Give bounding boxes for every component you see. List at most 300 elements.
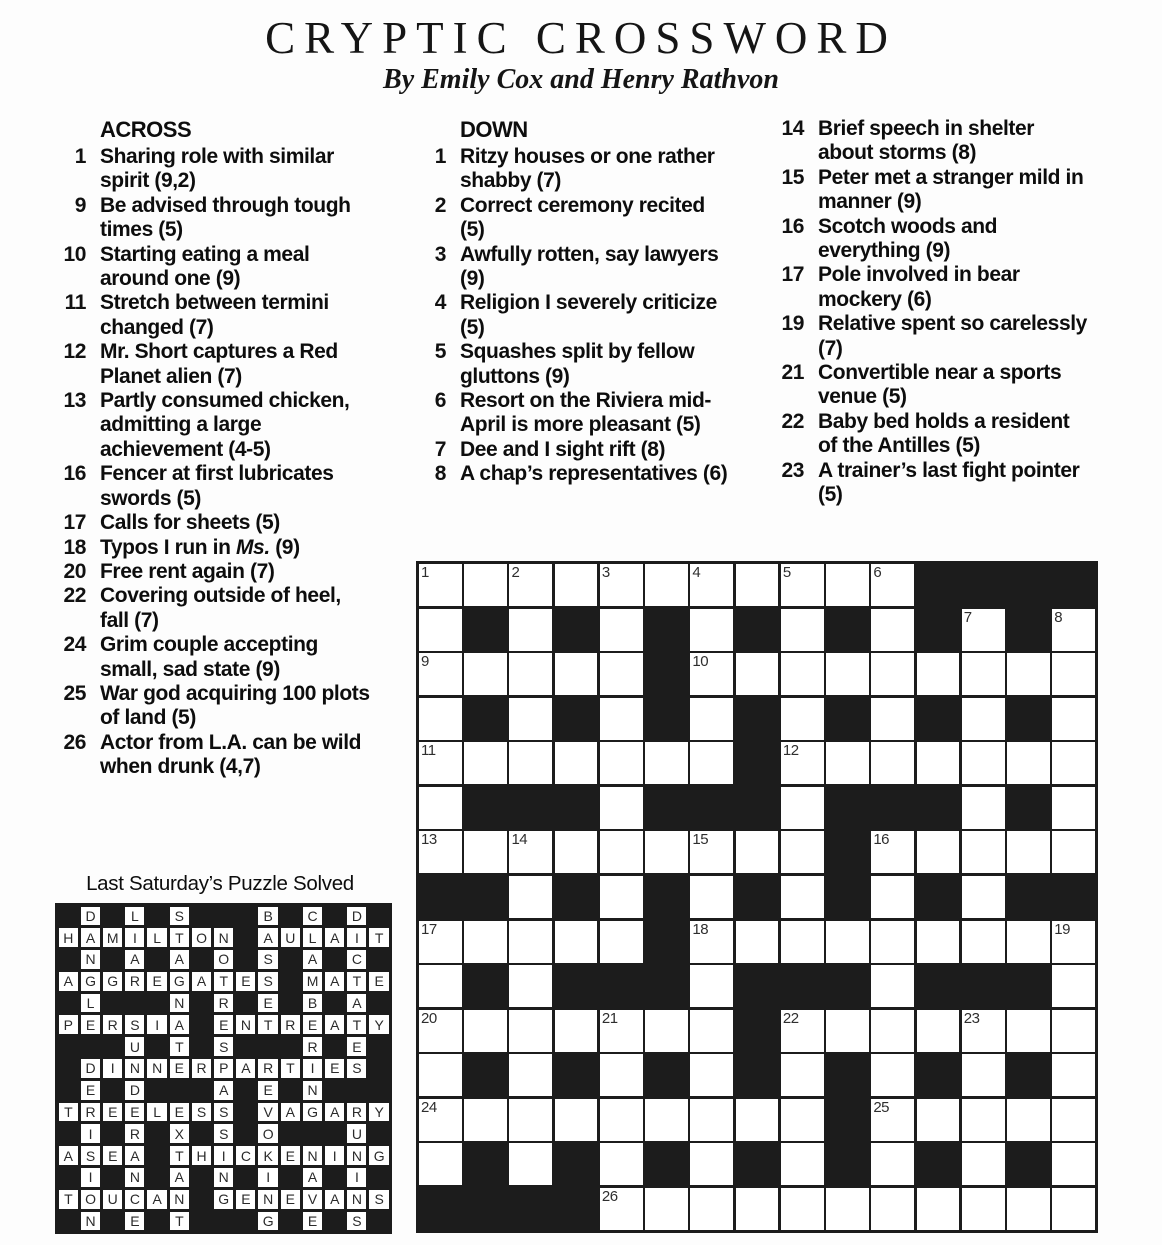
grid-cell-r2c13[interactable]	[962, 609, 1005, 651]
solved-cell-letter: N	[147, 1059, 166, 1078]
grid-cell-r5c13[interactable]	[962, 742, 1005, 784]
grid-cell-r2c1[interactable]	[419, 609, 462, 651]
grid-cell-r9c1[interactable]	[419, 921, 462, 963]
solved-cell-black	[214, 1212, 233, 1231]
grid-cell-r9c14[interactable]	[1007, 921, 1050, 963]
grid-cell-r10c3[interactable]	[509, 965, 552, 1007]
grid-cell-r14c3[interactable]	[509, 1143, 552, 1185]
grid-cell-r1c7[interactable]	[690, 564, 733, 606]
grid-cell-r15c12[interactable]	[917, 1188, 960, 1230]
solved-cell-black	[303, 1124, 322, 1143]
grid-cell-r1c1[interactable]	[419, 564, 462, 606]
solved-cell-letter: R	[347, 1103, 366, 1122]
grid-cell-r14c1[interactable]	[419, 1143, 462, 1185]
grid-cell-r15c9[interactable]	[781, 1188, 824, 1230]
grid-cell-r5c9[interactable]	[781, 742, 824, 784]
solved-cell-black	[192, 950, 211, 969]
clue-text: A chap’s representatives (6)	[460, 462, 728, 486]
solved-cell-letter: A	[236, 1059, 255, 1078]
solved-cell-letter: A	[147, 1190, 166, 1209]
grid-cell-r9c11[interactable]	[871, 921, 914, 963]
solved-cell-black	[281, 1124, 300, 1143]
grid-cell-r5c2[interactable]	[464, 742, 507, 784]
clue-22	[40, 584, 376, 633]
grid-cell-r11c12[interactable]	[917, 1010, 960, 1052]
grid-cell-r12c9[interactable]	[781, 1054, 824, 1096]
clue-text: Stretch between termini changed (7)	[100, 291, 329, 339]
solved-cell-letter: G	[103, 972, 122, 991]
grid-cell-r12c2	[464, 1054, 507, 1096]
grid-cell-r9c3[interactable]	[509, 921, 552, 963]
solved-cell-black	[236, 1212, 255, 1231]
solved-cell-letter: A	[303, 950, 322, 969]
grid-cell-r11c7[interactable]	[690, 1010, 733, 1052]
solved-cell-letter: N	[236, 1015, 255, 1034]
grid-cell-r12c12	[917, 1054, 960, 1096]
grid-cell-r10c13	[962, 965, 1005, 1007]
solved-cell-letter: S	[214, 1103, 233, 1122]
grid-cell-r6c13[interactable]	[962, 787, 1005, 829]
solved-cell-letter: Y	[369, 1103, 388, 1122]
grid-cell-r11c10[interactable]	[826, 1010, 869, 1052]
grid-cell-r3c1[interactable]	[419, 653, 462, 695]
grid-cell-r2c5[interactable]	[600, 609, 643, 651]
grid-cell-r9c13[interactable]	[962, 921, 1005, 963]
clue-number: 25	[63, 681, 86, 705]
grid-cell-number: 24	[421, 1098, 437, 1116]
grid-cell-r5c5[interactable]	[600, 742, 643, 784]
grid-cell-r11c11[interactable]	[871, 1010, 914, 1052]
grid-cell-r3c4[interactable]	[555, 653, 598, 695]
solved-cell-letter: S	[214, 1124, 233, 1143]
clue-number: 15	[781, 165, 804, 189]
grid-cell-r14c9[interactable]	[781, 1143, 824, 1185]
grid-cell-r11c2[interactable]	[464, 1010, 507, 1052]
solved-cell-black	[236, 1168, 255, 1187]
grid-cell-r12c1[interactable]	[419, 1054, 462, 1096]
grid-cell-r8c2	[464, 876, 507, 918]
grid-cell-r10c2	[464, 965, 507, 1007]
grid-cell-r7c7[interactable]	[690, 831, 733, 873]
clue-number: 2	[434, 193, 446, 217]
grid-cell-r8c13[interactable]	[962, 876, 1005, 918]
solved-cell-black	[59, 1059, 78, 1078]
clue-text: Covering outside of heel, fall (7)	[100, 584, 341, 632]
clue-18	[40, 536, 376, 560]
solved-cell-letter: O	[258, 1124, 277, 1143]
grid-cell-r11c4[interactable]	[555, 1010, 598, 1052]
grid-cell-r2c11[interactable]	[871, 609, 914, 651]
clue-20	[40, 560, 376, 584]
grid-cell-r4c11[interactable]	[871, 698, 914, 740]
grid-cell-r9c8[interactable]	[736, 921, 779, 963]
grid-cell-r1c2[interactable]	[464, 564, 507, 606]
solved-cell-black	[192, 907, 211, 926]
solved-cell-black	[281, 950, 300, 969]
clue-23	[758, 459, 1094, 508]
grid-cell-r1c9[interactable]	[781, 564, 824, 606]
grid-cell-r9c4[interactable]	[555, 921, 598, 963]
clue-number: 3	[434, 242, 446, 266]
grid-cell-r13c9[interactable]	[781, 1099, 824, 1141]
grid-cell-r13c12[interactable]	[917, 1099, 960, 1141]
solved-cell-black	[325, 1212, 344, 1231]
solved-puzzle-title: Last Saturday’s Puzzle Solved	[86, 872, 354, 895]
grid-cell-r14c8	[736, 1143, 779, 1185]
grid-cell-r13c3[interactable]	[509, 1099, 552, 1141]
solved-cell-letter: T	[369, 928, 388, 947]
grid-cell-r13c15[interactable]	[1052, 1099, 1095, 1141]
grid-cell-r9c5[interactable]	[600, 921, 643, 963]
clue-text: Brief speech in shelter about storms (8)	[818, 117, 1035, 165]
grid-cell-number: 20	[421, 1009, 437, 1027]
grid-cell-r2c4	[555, 609, 598, 651]
clue-number: 5	[434, 340, 446, 364]
grid-cell-r10c11[interactable]	[871, 965, 914, 1007]
solved-cell-black	[147, 1146, 166, 1165]
grid-cell-r15c13[interactable]	[962, 1188, 1005, 1230]
solved-cell-black	[369, 1081, 388, 1100]
grid-cell-r13c7[interactable]	[690, 1099, 733, 1141]
solved-cell-letter: I	[303, 1059, 322, 1078]
grid-cell-r8c11[interactable]	[871, 876, 914, 918]
solved-cell-letter: I	[125, 928, 144, 947]
grid-cell-r1c5[interactable]	[600, 564, 643, 606]
grid-cell-r1c6[interactable]	[645, 564, 688, 606]
grid-cell-r12c6	[645, 1054, 688, 1096]
solved-cell-letter: G	[170, 972, 189, 991]
grid-cell-r13c4[interactable]	[555, 1099, 598, 1141]
clue-1	[400, 145, 736, 194]
grid-cell-r10c8	[736, 965, 779, 1007]
grid-cell-r5c15[interactable]	[1052, 742, 1095, 784]
grid-cell-r6c1[interactable]	[419, 787, 462, 829]
grid-cell-r7c1[interactable]	[419, 831, 462, 873]
solved-cell-letter: A	[125, 950, 144, 969]
grid-cell-r3c14[interactable]	[1007, 653, 1050, 695]
solved-cell-letter: E	[214, 1015, 233, 1034]
grid-cell-r14c13[interactable]	[962, 1143, 1005, 1185]
grid-cell-r5c3[interactable]	[509, 742, 552, 784]
solved-cell-black	[147, 907, 166, 926]
grid-cell-r3c15[interactable]	[1052, 653, 1095, 695]
grid-cell-r3c8[interactable]	[736, 653, 779, 695]
grid-cell-r7c14[interactable]	[1007, 831, 1050, 873]
grid-cell-r7c6[interactable]	[645, 831, 688, 873]
grid-cell-r11c14[interactable]	[1007, 1010, 1050, 1052]
grid-cell-number: 7	[963, 608, 972, 626]
solved-cell-black	[147, 1124, 166, 1143]
solved-cell-black	[59, 1037, 78, 1056]
grid-cell-r8c3[interactable]	[509, 876, 552, 918]
solved-cell-letter: N	[303, 1081, 322, 1100]
grid-cell-r5c14[interactable]	[1007, 742, 1050, 784]
solved-cell-black	[369, 994, 388, 1013]
grid-cell-r15c5[interactable]	[600, 1188, 643, 1230]
solved-cell-letter: N	[347, 1146, 366, 1165]
solved-cell-letter: I	[147, 1015, 166, 1034]
down-clue-list-1	[400, 145, 736, 487]
grid-cell-r4c13[interactable]	[962, 698, 1005, 740]
solved-cell-letter: T	[347, 1015, 366, 1034]
grid-cell-r4c9[interactable]	[781, 698, 824, 740]
grid-cell-r11c9[interactable]	[781, 1010, 824, 1052]
clue-text: Calls for sheets (5)	[100, 511, 280, 535]
solved-cell-letter: T	[347, 972, 366, 991]
solved-cell-letter: U	[125, 1037, 144, 1056]
grid-cell-r1c4[interactable]	[555, 564, 598, 606]
grid-cell-r15c14[interactable]	[1007, 1188, 1050, 1230]
grid-cell-r5c4[interactable]	[555, 742, 598, 784]
solved-cell-letter: E	[325, 1059, 344, 1078]
clue-16	[40, 462, 376, 511]
grid-cell-r2c9[interactable]	[781, 609, 824, 651]
solved-cell-black	[192, 1124, 211, 1143]
grid-cell-r15c3	[509, 1188, 552, 1230]
clue-number: 4	[434, 291, 446, 315]
grid-cell-r15c6[interactable]	[645, 1188, 688, 1230]
solved-cell-letter: I	[258, 1168, 277, 1187]
grid-cell-r5c7[interactable]	[690, 742, 733, 784]
grid-cell-r13c14[interactable]	[1007, 1099, 1050, 1141]
solved-cell-black	[325, 1168, 344, 1187]
grid-cell-r13c1[interactable]	[419, 1099, 462, 1141]
grid-cell-r5c6[interactable]	[645, 742, 688, 784]
grid-cell-r6c15[interactable]	[1052, 787, 1095, 829]
grid-cell-r3c13[interactable]	[962, 653, 1005, 695]
solved-cell-letter: E	[281, 1190, 300, 1209]
grid-cell-r2c12	[917, 609, 960, 651]
solved-cell-letter: S	[81, 1146, 100, 1165]
solved-cell-black	[103, 994, 122, 1013]
solved-cell-letter: E	[103, 1103, 122, 1122]
grid-cell-r7c15[interactable]	[1052, 831, 1095, 873]
grid-cell-r1c8[interactable]	[736, 564, 779, 606]
grid-cell-r1c11[interactable]	[871, 564, 914, 606]
grid-cell-r12c5[interactable]	[600, 1054, 643, 1096]
solved-cell-letter: A	[214, 1081, 233, 1100]
grid-cell-r3c10[interactable]	[826, 653, 869, 695]
grid-cell-r4c3[interactable]	[509, 698, 552, 740]
solved-cell-letter: R	[125, 1124, 144, 1143]
clue-number: 11	[64, 291, 86, 315]
grid-cell-r7c13[interactable]	[962, 831, 1005, 873]
grid-cell-r3c9[interactable]	[781, 653, 824, 695]
grid-cell-r14c15[interactable]	[1052, 1143, 1095, 1185]
grid-cell-r15c7[interactable]	[690, 1188, 733, 1230]
grid-cell-r14c7[interactable]	[690, 1143, 733, 1185]
grid-cell-r7c9[interactable]	[781, 831, 824, 873]
solved-cell-letter: A	[325, 928, 344, 947]
clue-number: 17	[63, 511, 86, 535]
clue-text: Be advised through tough times (5)	[100, 193, 351, 242]
grid-cell-r13c5[interactable]	[600, 1099, 643, 1141]
grid-cell-r15c15[interactable]	[1052, 1188, 1095, 1230]
solved-cell-letter: E	[170, 1103, 189, 1122]
grid-cell-r15c8[interactable]	[736, 1188, 779, 1230]
grid-cell-r10c7[interactable]	[690, 965, 733, 1007]
solved-cell-letter: S	[347, 1212, 366, 1231]
solved-grid	[55, 903, 392, 1234]
grid-cell-r12c11[interactable]	[871, 1054, 914, 1096]
solved-cell-letter: P	[59, 1015, 78, 1034]
solved-cell-letter: C	[303, 907, 322, 926]
clue-14	[758, 117, 1094, 166]
grid-cell-r3c3[interactable]	[509, 653, 552, 695]
solved-cell-black	[103, 1124, 122, 1143]
grid-cell-r7c8[interactable]	[736, 831, 779, 873]
clue-text: Correct ceremony recited (5)	[460, 193, 705, 242]
clue-4	[400, 291, 736, 340]
grid-cell-r3c5[interactable]	[600, 653, 643, 695]
grid-cell-r7c2[interactable]	[464, 831, 507, 873]
byline: By Emily Cox and Henry Rathvon	[383, 64, 779, 95]
solved-cell-letter: S	[192, 1103, 211, 1122]
solved-cell-letter: S	[347, 1059, 366, 1078]
solved-cell-letter: I	[81, 1168, 100, 1187]
grid-cell-number: 11	[421, 742, 436, 760]
solved-cell-letter: N	[81, 1212, 100, 1231]
grid-cell-r4c5[interactable]	[600, 698, 643, 740]
grid-cell-r9c9[interactable]	[781, 921, 824, 963]
grid-cell-r1c3[interactable]	[509, 564, 552, 606]
grid-cell-r9c15[interactable]	[1052, 921, 1095, 963]
solved-cell-black	[325, 1124, 344, 1143]
grid-cell-r11c5[interactable]	[600, 1010, 643, 1052]
grid-cell-r12c10	[826, 1054, 869, 1096]
grid-cell-r7c4[interactable]	[555, 831, 598, 873]
solved-cell-letter: D	[81, 907, 100, 926]
grid-cell-r13c11[interactable]	[871, 1099, 914, 1141]
grid-cell-r5c12[interactable]	[917, 742, 960, 784]
grid-cell-r5c11[interactable]	[871, 742, 914, 784]
grid-cell-r12c7[interactable]	[690, 1054, 733, 1096]
clue-10	[40, 243, 376, 292]
solved-cell-letter: R	[303, 1037, 322, 1056]
solved-cell-letter: N	[347, 1190, 366, 1209]
solved-cell-black	[103, 1168, 122, 1187]
grid-cell-r14c5[interactable]	[600, 1143, 643, 1185]
solved-cell-black	[147, 950, 166, 969]
solved-cell-letter: R	[192, 1059, 211, 1078]
grid-cell-r13c13[interactable]	[962, 1099, 1005, 1141]
solved-cell-black	[236, 994, 255, 1013]
clue-number: 7	[434, 437, 446, 461]
solved-cell-black	[281, 1081, 300, 1100]
grid-cell-r3c6	[645, 653, 688, 695]
clue-number: 13	[63, 389, 86, 413]
solved-cell-black	[281, 1037, 300, 1056]
grid-cell-r2c3[interactable]	[509, 609, 552, 651]
grid-cell-number: 22	[782, 1009, 799, 1027]
grid-cell-r3c12[interactable]	[917, 653, 960, 695]
grid-cell-r5c10[interactable]	[826, 742, 869, 784]
clue-26	[40, 731, 376, 780]
grid-cell-r6c5[interactable]	[600, 787, 643, 829]
clue-text: Free rent again (7)	[100, 559, 275, 583]
grid-cell-r6c9[interactable]	[781, 787, 824, 829]
solved-cell-letter: R	[214, 994, 233, 1013]
grid-cell-r7c11[interactable]	[871, 831, 914, 873]
solved-cell-letter: A	[303, 1168, 322, 1187]
grid-cell-r6c14	[1007, 787, 1050, 829]
clue-3	[400, 243, 736, 292]
solved-cell-letter: T	[59, 1190, 78, 1209]
grid-cell-r3c11[interactable]	[871, 653, 914, 695]
grid-cell-number: 12	[782, 742, 799, 760]
solved-cell-letter: A	[281, 1103, 300, 1122]
solved-cell-black	[325, 1081, 344, 1100]
grid-cell-r10c15[interactable]	[1052, 965, 1095, 1007]
grid-cell-r13c6[interactable]	[645, 1099, 688, 1141]
grid-cell-r9c2[interactable]	[464, 921, 507, 963]
grid-cell-r11c3[interactable]	[509, 1010, 552, 1052]
grid-cell-r15c10[interactable]	[826, 1188, 869, 1230]
grid-cell-r7c3[interactable]	[509, 831, 552, 873]
solved-cell-letter: M	[103, 928, 122, 947]
grid-cell-r10c12	[917, 965, 960, 1007]
grid-cell-r12c3[interactable]	[509, 1054, 552, 1096]
grid-cell-r3c2[interactable]	[464, 653, 507, 695]
grid-cell-r12c13[interactable]	[962, 1054, 1005, 1096]
grid-cell-r4c15[interactable]	[1052, 698, 1095, 740]
clue-text: Resort on the Riviera mid-April is more pleasant (5)	[460, 389, 711, 437]
grid-cell-r2c14	[1007, 609, 1050, 651]
grid-cell-r2c15[interactable]	[1052, 609, 1095, 651]
grid-cell-r1c10[interactable]	[826, 564, 869, 606]
grid-cell-r12c15[interactable]	[1052, 1054, 1095, 1096]
clue-21	[758, 361, 1094, 410]
solved-cell-letter: N	[170, 994, 189, 1013]
grid-cell-r11c15[interactable]	[1052, 1010, 1095, 1052]
grid-cell-r13c8[interactable]	[736, 1099, 779, 1141]
grid-cell-r8c9[interactable]	[781, 876, 824, 918]
grid-cell-r9c7[interactable]	[690, 921, 733, 963]
grid-cell-r8c7[interactable]	[690, 876, 733, 918]
crossword-grid	[416, 561, 1098, 1233]
grid-cell-r11c6[interactable]	[645, 1010, 688, 1052]
grid-cell-r10c1[interactable]	[419, 965, 462, 1007]
grid-cell-r3c7[interactable]	[690, 653, 733, 695]
grid-cell-r13c2[interactable]	[464, 1099, 507, 1141]
grid-cell-r5c1[interactable]	[419, 742, 462, 784]
solved-cell-black	[325, 950, 344, 969]
solved-cell-letter: O	[192, 928, 211, 947]
solved-cell-letter: A	[170, 950, 189, 969]
grid-cell-r11c13[interactable]	[962, 1010, 1005, 1052]
solved-cell-letter: E	[281, 1146, 300, 1165]
grid-cell-number: 25	[873, 1098, 890, 1116]
grid-cell-r9c10[interactable]	[826, 921, 869, 963]
grid-cell-r4c1[interactable]	[419, 698, 462, 740]
grid-cell-r7c12[interactable]	[917, 831, 960, 873]
grid-cell-r9c12[interactable]	[917, 921, 960, 963]
grid-cell-number: 16	[873, 831, 890, 849]
grid-cell-r4c7[interactable]	[690, 698, 733, 740]
down-clue-list-2	[758, 117, 1094, 508]
solved-cell-black	[170, 1081, 189, 1100]
solved-cell-letter: L	[81, 994, 100, 1013]
grid-cell-r8c5[interactable]	[600, 876, 643, 918]
solved-cell-black	[192, 1015, 211, 1034]
grid-cell-r15c11[interactable]	[871, 1188, 914, 1230]
grid-cell-r7c5[interactable]	[600, 831, 643, 873]
grid-cell-r11c1[interactable]	[419, 1010, 462, 1052]
grid-cell-r2c7[interactable]	[690, 609, 733, 651]
grid-cell-r14c11[interactable]	[871, 1143, 914, 1185]
clue-number: 16	[781, 214, 804, 238]
solved-cell-black	[103, 1037, 122, 1056]
